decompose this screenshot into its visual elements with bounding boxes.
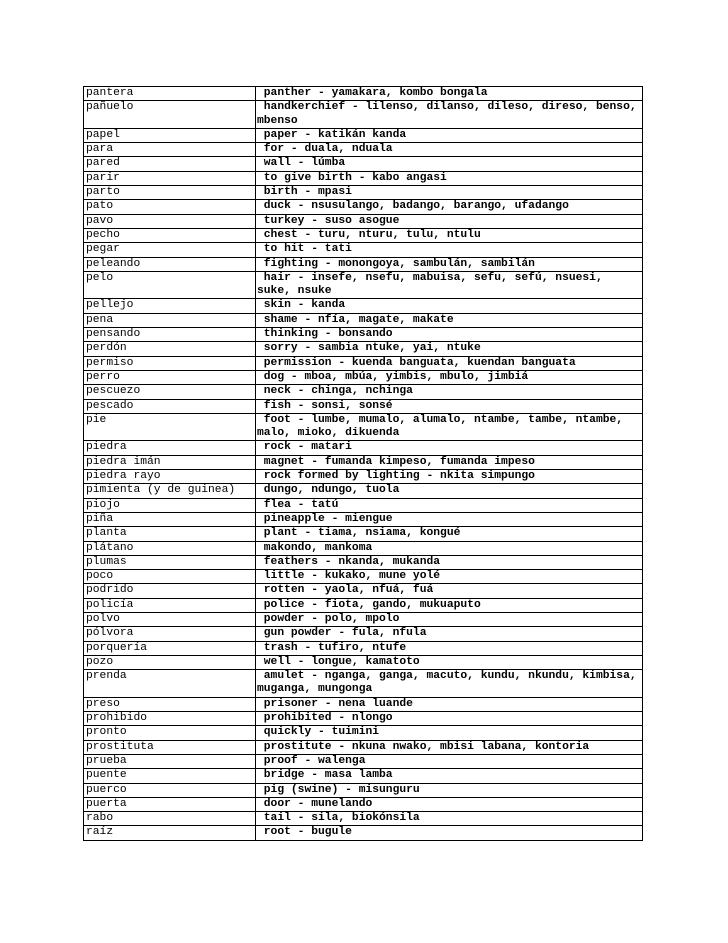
translation: skin - kanda	[256, 299, 643, 313]
translation: well - longue, kamatoto	[256, 655, 643, 669]
translation: fighting - monongoya, sambulán, sambilán	[256, 257, 643, 271]
translation: prisoner - nena luande	[256, 697, 643, 711]
spanish-term: parto	[84, 186, 256, 200]
translation: trash - tufiro, ntufe	[256, 641, 643, 655]
spanish-term: piedra imán	[84, 455, 256, 469]
spanish-term: plumas	[84, 555, 256, 569]
spanish-term: pelo	[84, 271, 256, 299]
spanish-term: rabo	[84, 812, 256, 826]
table-row	[84, 797, 643, 811]
spanish-term: puerta	[84, 797, 256, 811]
table-row	[84, 271, 643, 299]
table-row	[84, 612, 643, 626]
spanish-term: permiso	[84, 356, 256, 370]
translation: foot - lumbe, mumalo, alumalo, ntambe, tambe, ntambe, malo, mioko, dikuenda	[256, 413, 643, 441]
translation: magnet - fumanda kimpeso, fumanda impeso	[256, 455, 643, 469]
translation: little - kukako, mune yolé	[256, 570, 643, 584]
spanish-term: prueba	[84, 754, 256, 768]
spanish-term: preso	[84, 697, 256, 711]
spanish-term: pantera	[84, 87, 256, 101]
table-row	[84, 769, 643, 783]
translation: paper - katikán kanda	[256, 128, 643, 142]
table-row	[84, 243, 643, 257]
glossary-page	[83, 86, 642, 841]
table-row	[84, 470, 643, 484]
table-row	[84, 555, 643, 569]
table-row	[84, 143, 643, 157]
translation: door - munelando	[256, 797, 643, 811]
table-row	[84, 655, 643, 669]
translation: police - fiota, gando, mukuaputo	[256, 598, 643, 612]
table-row	[84, 726, 643, 740]
table-row	[84, 87, 643, 101]
glossary-table	[83, 86, 643, 841]
translation: pig (swine) - misunguru	[256, 783, 643, 797]
spanish-term: pellejo	[84, 299, 256, 313]
spanish-term: puerco	[84, 783, 256, 797]
table-row	[84, 328, 643, 342]
table-row	[84, 754, 643, 768]
translation: wall - lúmba	[256, 157, 643, 171]
translation: rock - matari	[256, 441, 643, 455]
translation: chest - turu, nturu, tulu, ntulu	[256, 228, 643, 242]
table-row	[84, 186, 643, 200]
spanish-term: pegar	[84, 243, 256, 257]
spanish-term: pozo	[84, 655, 256, 669]
spanish-term: parir	[84, 171, 256, 185]
translation: pineapple - miengue	[256, 512, 643, 526]
translation: bridge - masa lamba	[256, 769, 643, 783]
translation: dog - mboa, mbúa, yimbis, mbulo, jimbiá	[256, 370, 643, 384]
spanish-term: piedra rayo	[84, 470, 256, 484]
table-row	[84, 484, 643, 498]
table-row	[84, 313, 643, 327]
table-row	[84, 399, 643, 413]
translation: permission - kuenda banguata, kuendan banguata	[256, 356, 643, 370]
translation: feathers - nkanda, mukanda	[256, 555, 643, 569]
spanish-term: pólvora	[84, 627, 256, 641]
table-row	[84, 712, 643, 726]
translation: neck - chinga, nchinga	[256, 385, 643, 399]
spanish-term: pescuezo	[84, 385, 256, 399]
spanish-term: pecho	[84, 228, 256, 242]
table-row	[84, 527, 643, 541]
translation: makondo, mankoma	[256, 541, 643, 555]
table-row	[84, 413, 643, 441]
spanish-term: pañuelo	[84, 101, 256, 129]
table-row	[84, 740, 643, 754]
translation: dungo, ndungo, tuola	[256, 484, 643, 498]
table-row	[84, 455, 643, 469]
translation: for - duala, nduala	[256, 143, 643, 157]
translation: tail - sila, biokónsila	[256, 812, 643, 826]
translation: sorry - sambia ntuke, yai, ntuke	[256, 342, 643, 356]
spanish-term: pescado	[84, 399, 256, 413]
spanish-term: piojo	[84, 498, 256, 512]
table-row	[84, 228, 643, 242]
table-row	[84, 342, 643, 356]
translation: powder - polo, mpolo	[256, 612, 643, 626]
spanish-term: plátano	[84, 541, 256, 555]
table-row	[84, 356, 643, 370]
table-row	[84, 697, 643, 711]
table-row	[84, 171, 643, 185]
table-row	[84, 214, 643, 228]
spanish-term: pavo	[84, 214, 256, 228]
spanish-term: planta	[84, 527, 256, 541]
table-row	[84, 101, 643, 129]
spanish-term: pato	[84, 200, 256, 214]
translation: to give birth - kabo angasi	[256, 171, 643, 185]
spanish-term: piña	[84, 512, 256, 526]
table-row	[84, 385, 643, 399]
translation: duck - nsusulango, badango, barango, ufadango	[256, 200, 643, 214]
translation: rock formed by lighting - nkita simpungo	[256, 470, 643, 484]
spanish-term: pie	[84, 413, 256, 441]
spanish-term: policía	[84, 598, 256, 612]
translation: handkerchief - lilenso, dilanso, dileso, direso, benso, mbenso	[257, 101, 644, 127]
table-row	[84, 200, 643, 214]
translation: turkey - suso asogue	[256, 214, 643, 228]
table-row	[84, 584, 643, 598]
spanish-term: pimienta (y de guinea)	[84, 484, 256, 498]
translation: flea - tatú	[256, 498, 643, 512]
table-row	[84, 498, 643, 512]
spanish-term: pared	[84, 157, 256, 171]
translation: plant - tiama, nsiama, kongué	[256, 527, 643, 541]
translation: panther - yamakara, kombo bongala	[256, 87, 643, 101]
table-row	[84, 128, 643, 142]
translation: prohibited - nlongo	[256, 712, 643, 726]
table-row	[84, 826, 643, 840]
spanish-term: pena	[84, 313, 256, 327]
table-row	[84, 257, 643, 271]
translation: birth - mpasi	[256, 186, 643, 200]
table-row	[84, 812, 643, 826]
translation: quickly - tuimini	[256, 726, 643, 740]
spanish-term: poco	[84, 570, 256, 584]
spanish-term: podrido	[84, 584, 256, 598]
spanish-term: prostituta	[84, 740, 256, 754]
translation: prostitute - nkuna nwako, mbisi labana, kontoria	[256, 740, 643, 754]
table-row	[84, 157, 643, 171]
table-row	[84, 512, 643, 526]
spanish-term: papel	[84, 128, 256, 142]
table-row	[84, 570, 643, 584]
table-row	[84, 641, 643, 655]
translation: to hit - tati	[256, 243, 643, 257]
spanish-term: prenda	[84, 670, 256, 698]
spanish-term: raíz	[84, 826, 256, 840]
translation: thinking - bonsando	[256, 328, 643, 342]
table-row	[84, 783, 643, 797]
translation: proof - walenga	[256, 754, 643, 768]
spanish-term: pensando	[84, 328, 256, 342]
spanish-term: perdón	[84, 342, 256, 356]
translation: gun powder - fula, nfula	[256, 627, 643, 641]
spanish-term: prohibido	[84, 712, 256, 726]
translation: amulet - nganga, ganga, macuto, kundu, nkundu, kimbisa, muganga, mungonga	[257, 670, 644, 696]
translation: rotten - yaola, nfuá, fuá	[256, 584, 643, 598]
spanish-term: polvo	[84, 612, 256, 626]
table-row	[84, 541, 643, 555]
spanish-term: puente	[84, 769, 256, 783]
table-row	[84, 670, 643, 698]
translation: shame - nfía, magate, makate	[256, 313, 643, 327]
spanish-term: piedra	[84, 441, 256, 455]
translation: fish - sonsi, sonsé	[256, 399, 643, 413]
glossary-body	[84, 87, 643, 841]
spanish-term: pronto	[84, 726, 256, 740]
translation: hair - insefe, nsefu, mabuisa, sefu, sefú, nsuesi, suke, nsuke	[256, 271, 643, 299]
table-row	[84, 598, 643, 612]
spanish-term: peleando	[84, 257, 256, 271]
translation: root - bugule	[256, 826, 643, 840]
spanish-term: perro	[84, 370, 256, 384]
table-row	[84, 627, 643, 641]
spanish-term: porquería	[84, 641, 256, 655]
spanish-term: para	[84, 143, 256, 157]
table-row	[84, 441, 643, 455]
table-row	[84, 370, 643, 384]
table-row	[84, 299, 643, 313]
